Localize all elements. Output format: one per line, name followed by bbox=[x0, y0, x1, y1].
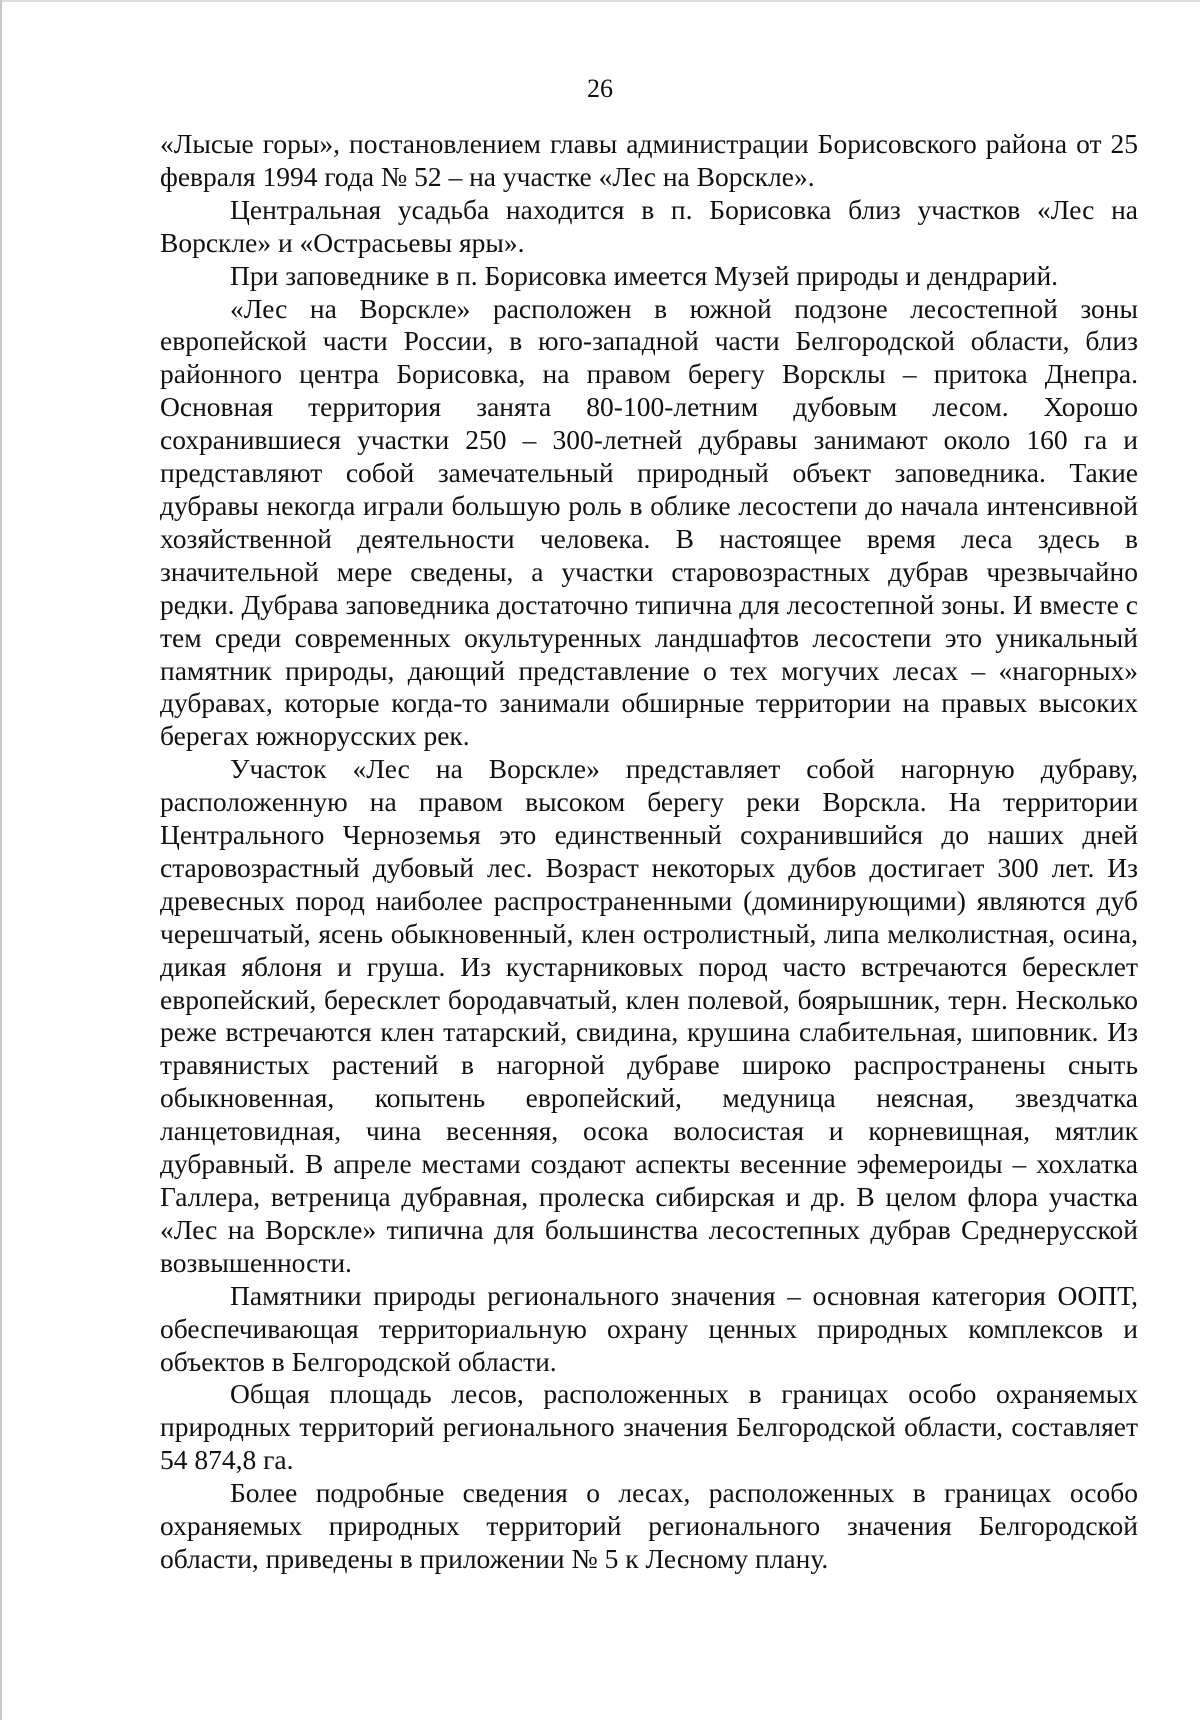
paragraph-3: При заповеднике в п. Борисовка имеется Музей природы и дендрарий. bbox=[230, 259, 1059, 291]
body-text bbox=[160, 128, 1138, 1576]
paragraph-7: Общая площадь лесов, расположенных в границах особо охраняемых природных территорий регионального значения Белгородской области, составляет 54 874,8 га. bbox=[160, 1378, 1138, 1476]
scan-left-edge bbox=[0, 0, 2, 1720]
paragraph-4: «Лес на Ворскле» расположен в южной подзоне лесостепной зоны европейской части России, в юго-западной части Белгородской области, близ районного центра Борисовка, на правом берегу Ворсклы – притока Днепра. Основная территория занята 80-100-летним дубовым лесом. Хорошо сохранившиеся участки 250 – 300-летней дубравы занимают около 160 га и представляют собой замечательный природный объект заповедника. Такие дубравы некогда играли большую роль в облике лесостепи до начала интенсивной хозяйственной деятельности человека. В настоящее время леса здесь в значительной мере сведены, а участки старовозрастных дубрав чрезвычайно редки. Дубрава заповедника достаточно типична для лесостепной зоны. И вместе с тем среди современных окультуренных ландшафтов лесостепи это уникальный памятник природы, дающий представление о тех могучих лесах – «нагорных» дубравах, которые когда-то занимали обширные территории на правых высоких берегах южнорусских рек. bbox=[160, 292, 1138, 752]
paragraph-1: «Лысые горы», постановлением главы администрации Борисовского района от 25 февраля 1994 года № 52 – на участке «Лес на Ворскле». bbox=[160, 128, 1138, 192]
scan-top-edge bbox=[0, 0, 1200, 2]
paragraph-5: Участок «Лес на Ворскле» представляет собой нагорную дубраву, расположенную на правом высоком берегу реки Ворскла. На территории Центрального Черноземья это единственный сохранившийся до наших дней старовозрастный дубовый лес. Возраст некоторых дубов достигает 300 лет. Из древесных пород наиболее распространенными (доминирующими) являются дуб черешчатый, ясень обыкновенный, клен остролистный, липа мелколистная, осина, дикая яблоня и груша. Из кустарниковых пород часто встречаются бересклет европейский, бересклет бородавчатый, клен полевой, боярышник, терн. Несколько реже встречаются клен татарский, свидина, крушина слабительная, шиповник. Из травянистых растений в нагорной дубраве широко распространены сныть обыкновенная, копытень европейский, медуница неясная, звездчатка ланцетовидная, чина весенняя, осока волосистая и корневищная, мятлик дубравный. В апреле местами создают аспекты весенние эфемероиды – хохлатка Галлера, ветреница дубравная, пролеска сибирская и др. В целом флора участка «Лес на Ворскле» типична для большинства лесостепных дубрав Среднерусской возвышенности. bbox=[160, 753, 1138, 1278]
paragraph-6: Памятники природы регионального значения – основная категория ООПТ, обеспечивающая территориальную охрану ценных природных комплексов и объектов в Белгородской области. bbox=[160, 1279, 1138, 1377]
paragraph-2: Центральная усадьба находится в п. Борисовка близ участков «Лес на Ворскле» и «Острасьевы яры». bbox=[160, 193, 1138, 258]
page-number: 26 bbox=[587, 74, 613, 103]
paragraph-8: Более подробные сведения о лесах, расположенных в границах особо охраняемых природных территорий регионального значения Белгородской области, приведены в приложении № 5 к Лесному плану. bbox=[160, 1477, 1138, 1574]
